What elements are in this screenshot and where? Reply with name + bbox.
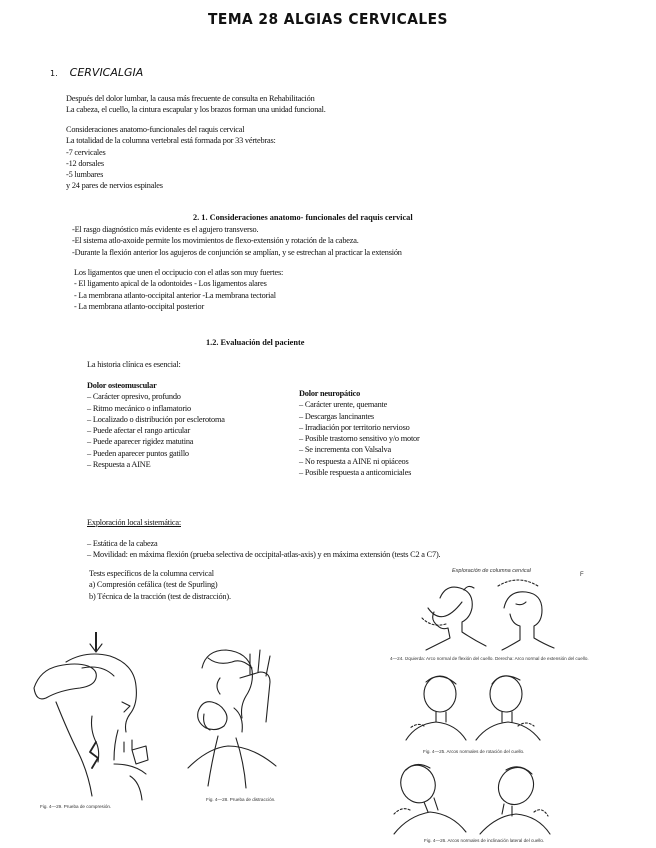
caption-fig-4-24: 4—24. Izquierda: Arco normal de flexión del cuello. Derecha: Arco normal de extensión del cuello. xyxy=(390,656,589,661)
anatomy-line: y 24 pares de nervios espinales xyxy=(66,181,163,191)
ligament-line: Los ligamentos que unen el occipucio con el atlas son muy fuertes: xyxy=(74,268,284,277)
page-title: TEMA 28 ALGIAS CERVICALES xyxy=(208,10,448,28)
pain-osteomuscular-list xyxy=(87,380,225,470)
anatomy-paragraph xyxy=(66,124,276,192)
pain-neuropathic-list xyxy=(299,388,420,478)
exploration-list xyxy=(87,538,440,561)
section-label: CERVICALGIA xyxy=(69,66,144,79)
section-2-1-heading: 2. 1. Consideraciones anatomo- funcionales del raquis cervical xyxy=(193,213,413,222)
ligaments-paragraph xyxy=(74,267,283,312)
page-mark: F xyxy=(580,572,584,578)
list-item: – Posible respuesta a anticomiciales xyxy=(299,468,412,478)
section-1-2-heading: 1.2. Evaluación del paciente xyxy=(206,338,305,347)
list-item: – Carácter urente, quemante xyxy=(299,400,388,410)
list-item: – Descargas lancinantes xyxy=(299,411,374,421)
caption-fig-4-26: Fig. 4—26. Arcos normales de inclinación lateral del cuello. xyxy=(424,838,545,843)
section-2-1-line: -El rasgo diagnóstico más evidente es el agujero transverso. xyxy=(72,225,259,234)
anatomy-line: -12 dorsales xyxy=(66,158,104,168)
list-item: – Localizado o distribución por esclerotoma xyxy=(87,414,225,424)
ligament-line: - La membrana atlanto-occipital posterior xyxy=(74,301,205,311)
list-item: – Pueden aparecer puntos gatillo xyxy=(87,448,189,458)
tests-line: b) Técnica de la tracción (test de distracción). xyxy=(89,591,231,601)
list-item: – Ritmo mecánico o inflamatorio xyxy=(87,403,191,413)
pain-osteomuscular-heading: Dolor osteomuscular xyxy=(87,381,157,390)
tests-line: Tests específicos de la columna cervical xyxy=(89,569,214,578)
list-item: – Respuesta a AINE xyxy=(87,460,151,470)
tests-line: a) Compresión cefálica (test de Spurling) xyxy=(89,580,218,590)
intro-paragraph xyxy=(66,93,326,116)
figure-neck-rotation xyxy=(400,668,550,746)
figure-neck-flexion-extension xyxy=(418,578,558,656)
list-item: – Movilidad: en máxima flexión (prueba selectiva de occipital-atlas-axis) y en máxima extensión (tests C2 a C7). xyxy=(87,550,441,560)
caption-fig-4-28: Fig. 4—28. Prueba de distracción. xyxy=(206,797,276,802)
list-item: – No respuesta a AINE ni opiáceos xyxy=(299,456,409,466)
section-2-1-line: -El sistema atlo-axoide permite los movimientos de flexo-extensión y rotación de la cabeza. xyxy=(72,236,359,246)
anatomy-line: Consideraciones anatomo-funcionales del raquis cervical xyxy=(66,125,245,134)
history-text: La historia clínica es esencial: xyxy=(87,360,181,369)
anatomy-line: La totalidad de la columna vertebral está formada por 33 vértebras: xyxy=(66,136,276,146)
section-heading-cervicalgia xyxy=(50,66,143,79)
section-number: 1. xyxy=(50,69,58,78)
section-2-1-body xyxy=(72,224,402,258)
figure-neck-lateral-inclination xyxy=(388,756,554,836)
ligament-line: - El ligamento apical de la odontoides - Los ligamentos alares xyxy=(74,279,267,289)
list-item: – Se incrementa con Valsalva xyxy=(299,445,391,455)
figure-compression-test xyxy=(26,632,158,802)
specific-tests xyxy=(89,568,231,602)
section-2-1-line: -Durante la flexión anterior los agujeros de conjunción se amplían, y se estrechan al practicar la extensión xyxy=(72,247,402,257)
list-item: – Posible trastorno sensitivo y/o motor xyxy=(299,434,420,444)
list-item: – Puede aparecer rigidez matutina xyxy=(87,437,194,447)
intro-line: La cabeza, el cuello, la cintura escapular y los brazos forman una unidad funcional. xyxy=(66,105,326,115)
anatomy-line: -7 cervicales xyxy=(66,147,106,157)
figure-distraction-test xyxy=(178,648,288,796)
caption-fig-4-29: Fig. 4—29. Prueba de compresión. xyxy=(40,804,112,809)
pain-neuropathic-heading: Dolor neuropático xyxy=(299,389,361,398)
figure-panel-title: Exploración de columna cervical xyxy=(452,568,531,574)
anatomy-line: -5 lumbares xyxy=(66,170,104,180)
list-item: – Estática de la cabeza xyxy=(87,539,158,548)
exploration-heading: Exploración local sistemática: xyxy=(87,518,181,527)
list-item: – Puede afectar el rango articular xyxy=(87,426,191,436)
intro-line: Después del dolor lumbar, la causa más frecuente de consulta en Rehabilitación xyxy=(66,94,315,103)
list-item: – Carácter opresivo, profundo xyxy=(87,392,181,402)
list-item: – Irradiación por territorio nervioso xyxy=(299,422,410,432)
ligament-line: - La membrana atlanto-occipital anterior -La membrana tectorial xyxy=(74,290,276,300)
caption-fig-4-25: Fig. 4—25. Arcos normales de rotación del cuello. xyxy=(423,749,525,754)
